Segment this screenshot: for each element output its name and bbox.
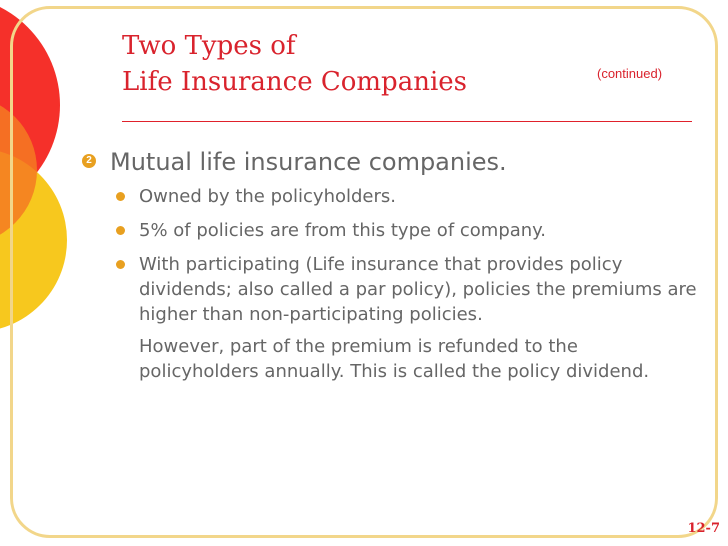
title-divider xyxy=(122,121,692,122)
continued-label: (continued) xyxy=(597,66,663,81)
follow-up-paragraph: However, part of the premium is refunded to the policyholders annually. This is called the policy dividend. xyxy=(139,336,650,382)
bullet-dot-icon xyxy=(116,192,125,201)
page-number: 12-7 xyxy=(687,521,720,536)
slide-title xyxy=(122,28,467,100)
sub-bullet-text: 5% of policies are from this type of company. xyxy=(139,220,546,241)
sub-bullet-list xyxy=(80,184,700,327)
sub-bullet-item xyxy=(80,218,700,243)
bullet-dot-icon xyxy=(116,226,125,235)
slide-content xyxy=(80,146,700,384)
main-bullet-item xyxy=(80,146,700,178)
bullet-dot-icon xyxy=(116,260,125,269)
numbered-bullet-icon: 2 xyxy=(82,154,96,168)
sub-bullet-text: Owned by the policyholders. xyxy=(139,186,396,207)
title-line-2: Life Insurance Companies xyxy=(122,67,467,97)
sub-bullet-item xyxy=(80,252,700,327)
title-line-1: Two Types of xyxy=(122,31,296,61)
sub-bullet-text: With participating (Life insurance that provides policy dividends; also called a par policy), policies the premiums are higher than non-participating policies. xyxy=(139,254,697,325)
sub-bullet-item xyxy=(80,184,700,209)
main-bullet-text: Mutual life insurance companies. xyxy=(110,148,507,176)
